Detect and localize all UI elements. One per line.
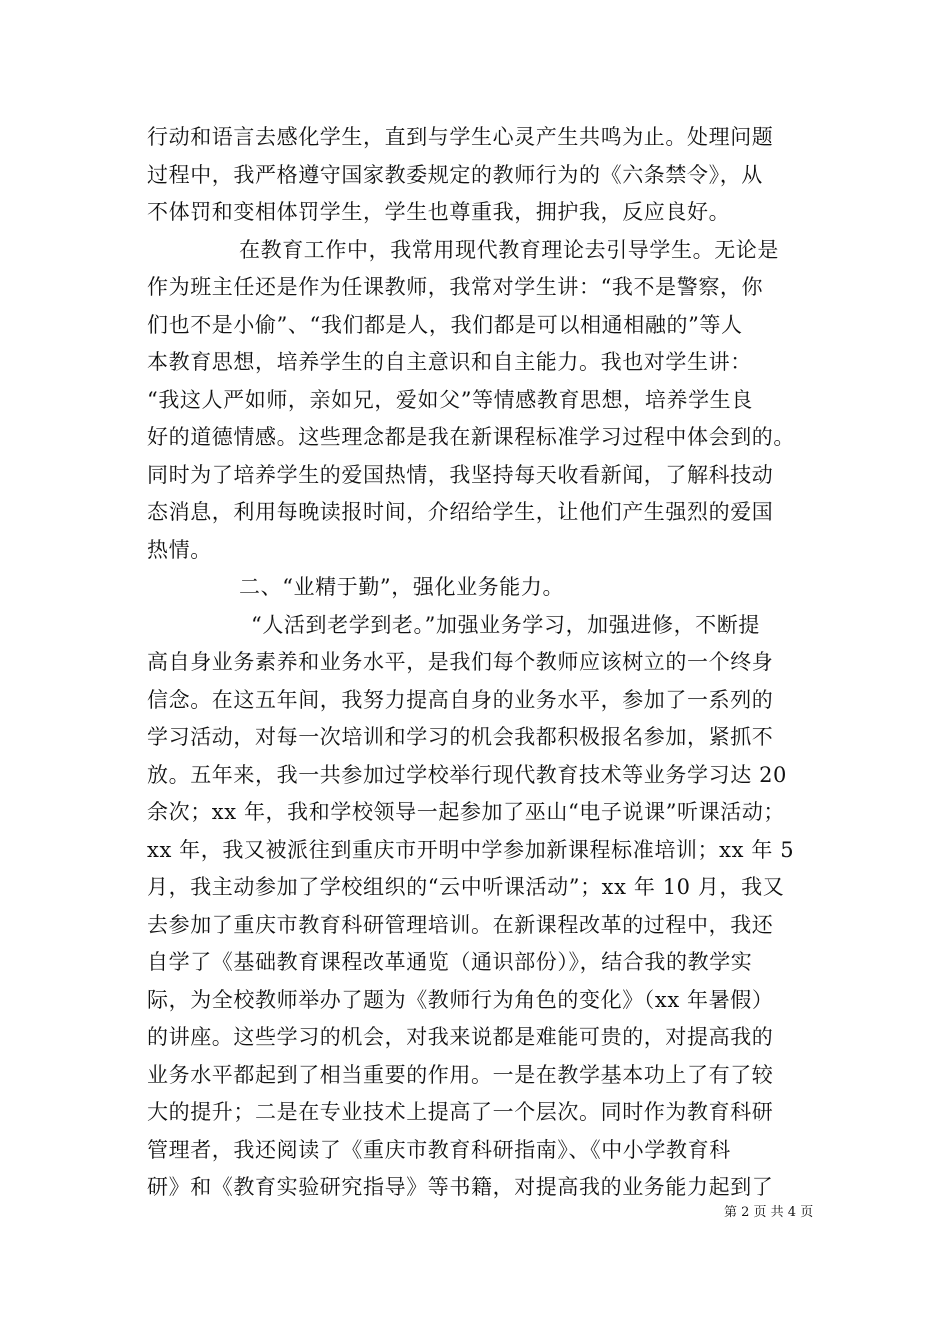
page-number-footer: 第 2 页 共 4 页 [724,1205,814,1220]
text-line: 研》和《教育实验研究指导》等书籍，对提高我的业务能力起到了 [147,1175,774,1199]
text-line: 际，为全校教师举办了题为《教师行为角色的变化》（xx 年暑假） [147,987,774,1012]
text-line: 态消息，利用每晚读报时间，介绍给学生，让他们产生强烈的爱国 [147,500,774,524]
paragraph-start-line: 在教育工作中，我常用现代教育理论去引导学生。无论是 [239,237,779,262]
text-line: xx 年，我又被派往到重庆市开明中学参加新课程标准培训；xx 年 5 [147,837,795,862]
document-body [147,119,827,1207]
paragraph-start-line: “人活到老学到老。”加强业务学习，加强进修，不断提 [251,612,760,637]
text-line: 不体罚和变相体罚学生，学生也尊重我，拥护我，反应良好。 [147,200,731,224]
text-line: 月，我主动参加了学校组织的“云中听课活动”；xx 年 10 月，我又 [147,875,785,899]
text-line: 放。五年来，我一共参加过学校举行现代教育技术等业务学习达 20 [147,762,787,787]
text-line: 自学了《基础教育课程改革通览（通识部份）》，结合我的教学实 [147,950,753,974]
text-line: 去参加了重庆市教育科研管理培训。在新课程改革的过程中，我还 [147,912,774,937]
section-heading: 二、“业精于勤”，强化业务能力。 [239,575,565,599]
text-line: 的讲座。这些学习的机会，对我来说都是难能可贵的，对提高我的 [147,1025,774,1049]
text-line: 管理者，我还阅读了《重庆市教育科研指南》、《中小学教育科 [147,1137,731,1162]
text-line: 过程中，我严格遵守国家教委规定的教师行为的《六条禁令》，从 [147,162,763,187]
text-line: 信念。在这五年间，我努力提高自身的业务水平，参加了一系列的 [147,687,774,712]
text-line: 热情。 [147,537,212,562]
text-line: 同时为了培养学生的爱国热情，我坚持每天收看新闻，了解科技动 [147,462,774,487]
text-line: 本教育思想，培养学生的自主意识和自主能力。我也对学生讲： [147,350,752,374]
text-line: 学习活动，对每一次培训和学习的机会我都积极报名参加，紧抓不 [147,725,774,749]
text-line: 行动和语言去感化学生，直到与学生心灵产生共鸣为止。处理问题 [147,125,774,149]
text-line: 们也不是小偷”、“我们都是人，我们都是可以相通相融的”等人 [147,312,743,337]
text-line: 作为班主任还是作为任课教师，我常对学生讲：“我不是警察，你 [147,275,764,299]
text-line: 业务水平都起到了相当重要的作用。一是在教学基本功上了有了较 [147,1062,774,1087]
text-line: 大的提升；二是在专业技术上提高了一个层次。同时作为教育科研 [147,1100,774,1124]
text-line: “我这人严如师，亲如兄，爱如父”等情感教育思想，培养学生良 [147,387,753,412]
text-line: 好的道德情感。这些理念都是我在新课程标准学习过程中体会到的。 [147,425,795,449]
text-line: 余次；xx 年，我和学校领导一起参加了巫山“电子说课”听课活动； [147,800,786,824]
text-line: 高自身业务素养和业务水平，是我们每个教师应该树立的一个终身 [147,650,774,674]
